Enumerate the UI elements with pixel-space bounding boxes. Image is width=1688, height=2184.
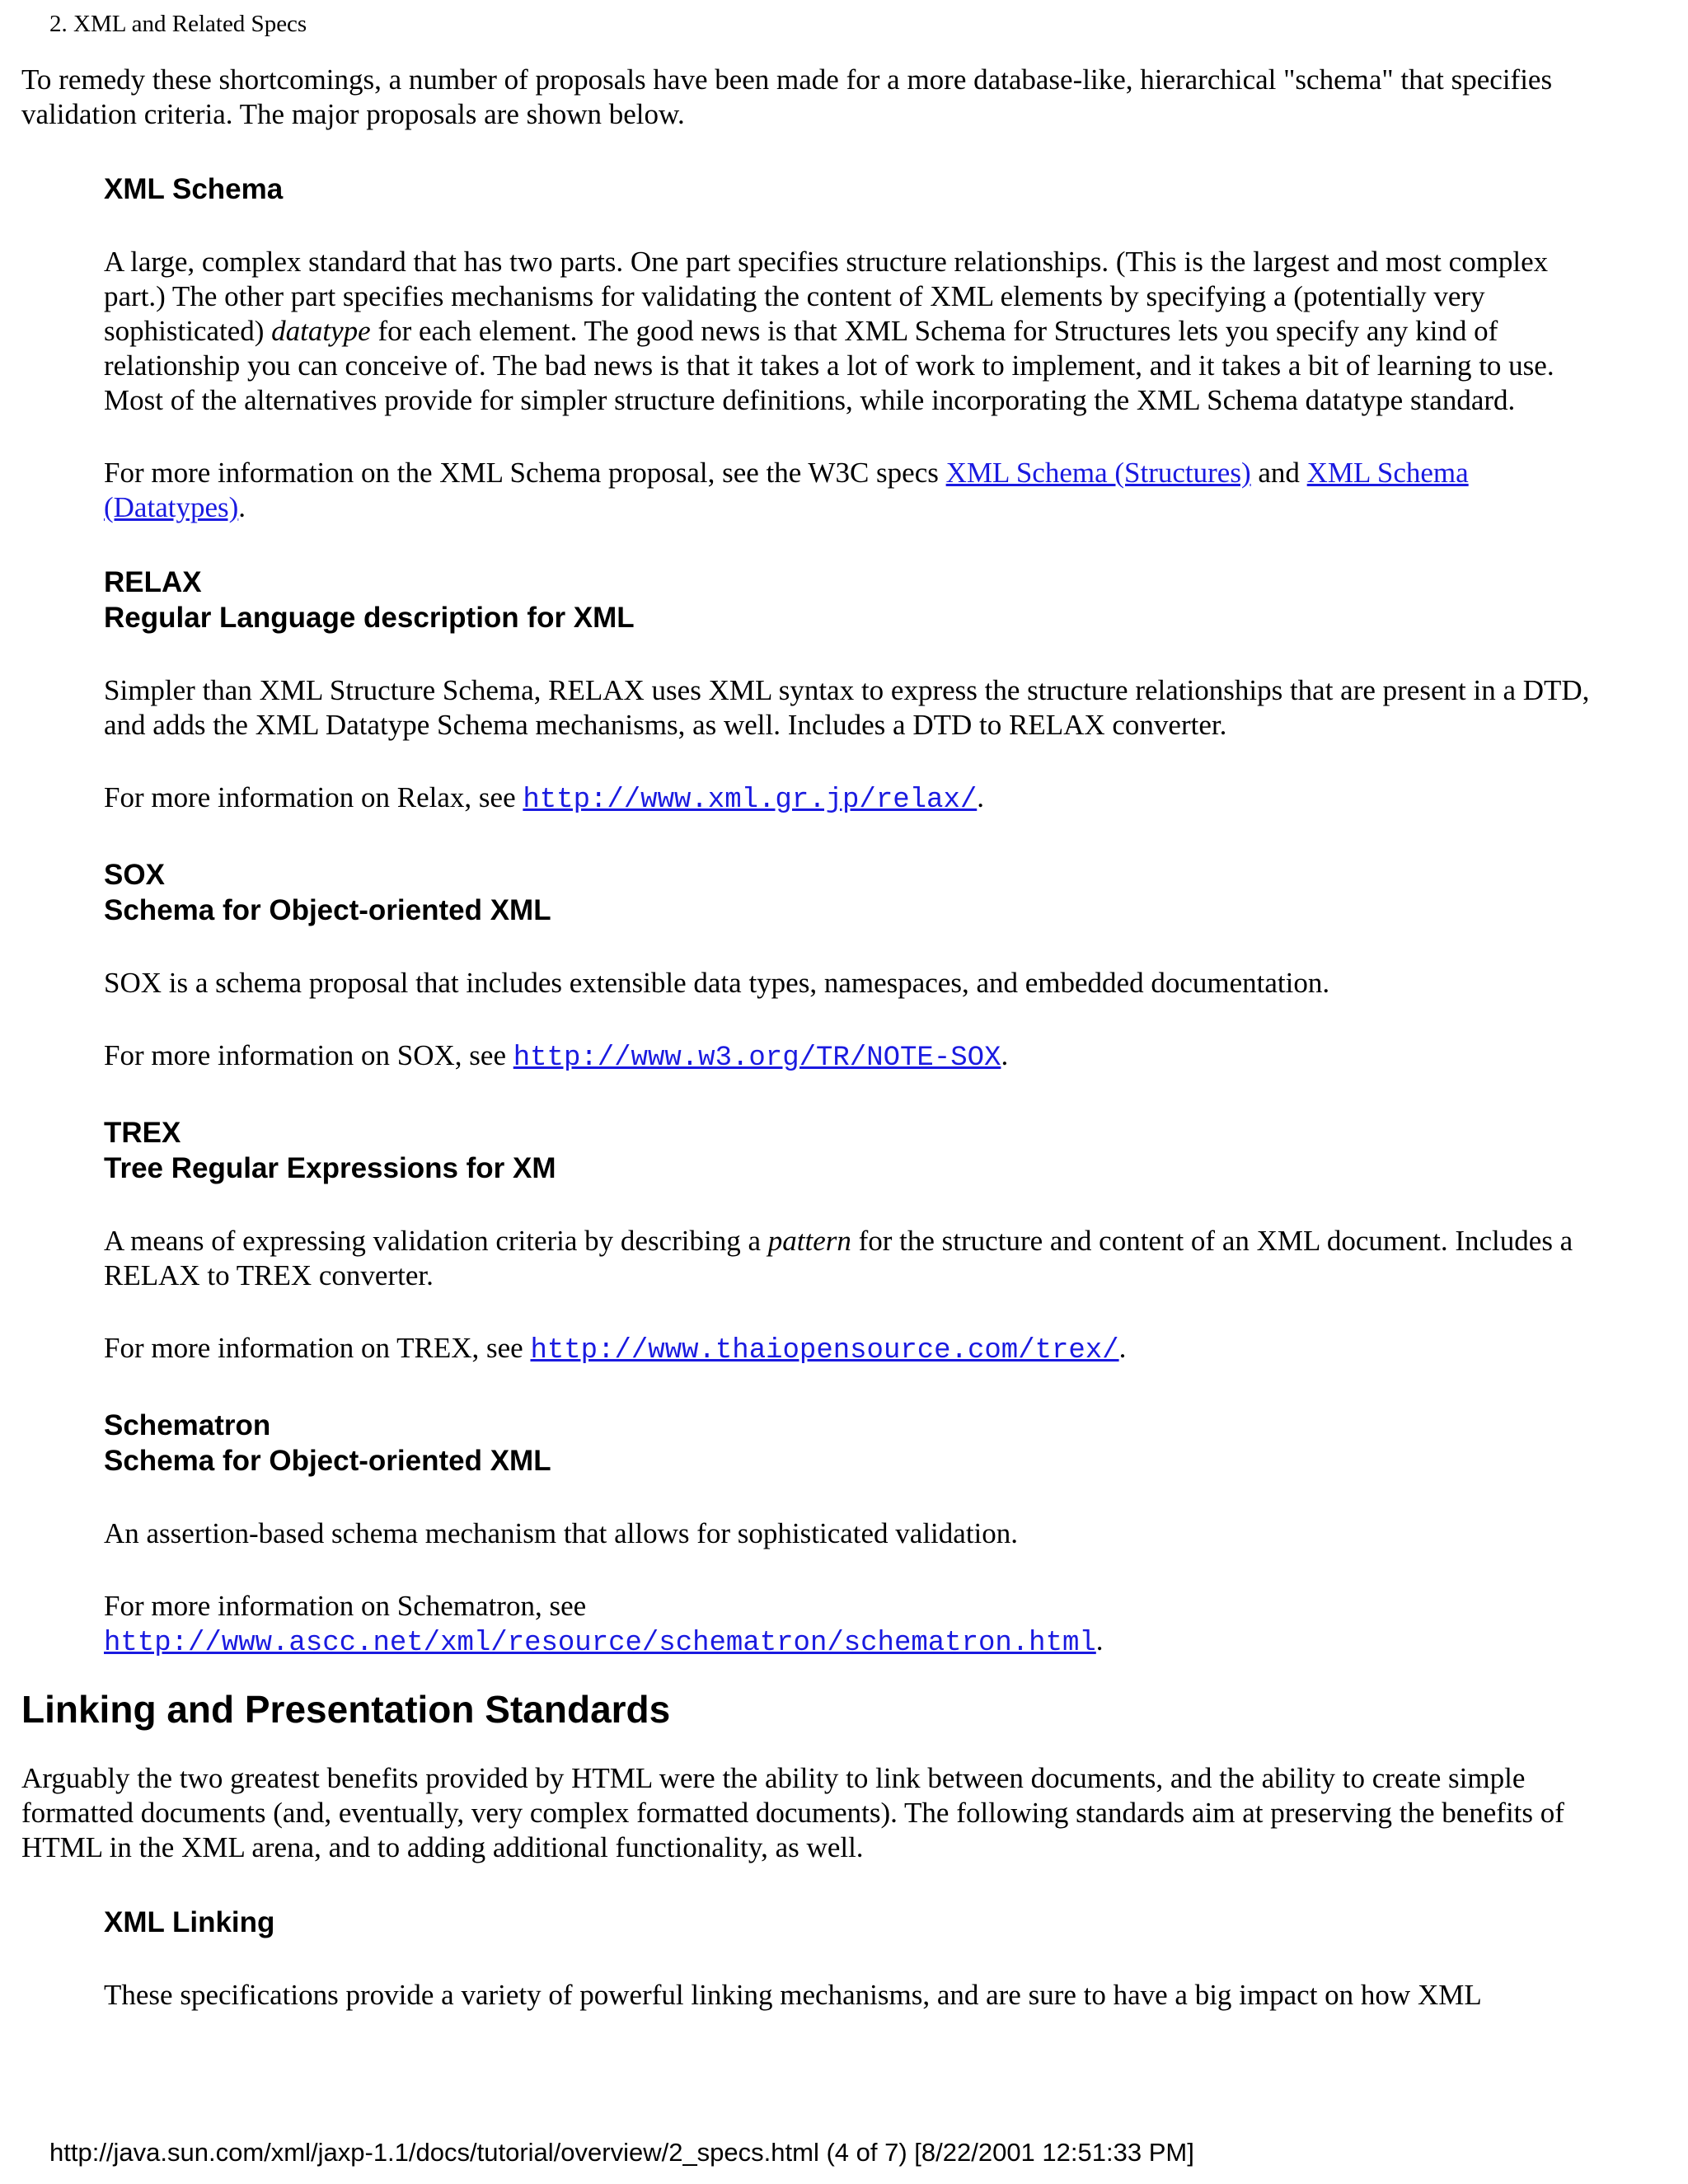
page-header: 2. XML and Related Specs — [49, 11, 307, 37]
text-fragment: for the structure and content of an XML document. Includes a RELAX to TREX converter. — [104, 1225, 1573, 1291]
entry-acronym: SOX — [104, 859, 165, 891]
entry-description — [104, 245, 1604, 418]
entry-title-schematron — [104, 1408, 1604, 1479]
more-info — [104, 780, 1604, 818]
entry-title-xml-linking: XML Linking — [104, 1906, 275, 1938]
section-heading: Linking and Presentation Standards — [21, 1688, 671, 1731]
entry-description: An assertion-based schema mechanism that allows for sophisticated validation. — [104, 1517, 1019, 1549]
link-xml-schema-datatypes[interactable]: XML Schema (Datatypes) — [104, 457, 1469, 523]
entry-acronym: Schematron — [104, 1409, 271, 1441]
link-sox[interactable]: http://www.w3.org/TR/NOTE-SOX — [513, 1043, 1001, 1074]
more-info — [104, 1589, 1604, 1661]
text-fragment: For more information on SOX, see — [104, 1039, 513, 1071]
text-fragment: A large, complex standard that has two parts. One part specifies structure relationships. (This is the largest and most complex part.) The other part specifies mechanisms for validating the content of XML elements by specifying a (potentially very sophisticated) — [104, 246, 1549, 347]
entry-subtitle: Tree Regular Expressions for XM — [104, 1152, 556, 1184]
entry-description: Simpler than XML Structure Schema, RELAX uses XML syntax to express the structure relationships that are present in a DTD, and adds the XML Datatype Schema mechanisms, as well. Includes a DTD to RELAX converter. — [104, 674, 1590, 741]
xml-linking-entry — [104, 1905, 1604, 2013]
text-fragment: A means of expressing validation criteria by describing a — [104, 1225, 768, 1257]
more-info — [104, 1331, 1604, 1368]
text-fragment: . — [977, 781, 984, 813]
text-fragment: For more information on the XML Schema proposal, see the W3C specs — [104, 457, 946, 489]
more-info — [104, 1038, 1604, 1076]
text-fragment: For more information on Schematron, see — [104, 1590, 587, 1622]
sox-entry — [104, 857, 1604, 1076]
entry-subtitle: Schema for Object-oriented XML — [104, 894, 551, 926]
text-fragment: . — [1095, 1624, 1104, 1657]
entry-acronym: TREX — [104, 1117, 181, 1149]
text-fragment: . — [1118, 1332, 1127, 1364]
text-fragment: For more information on TREX, see — [104, 1332, 531, 1364]
emphasis-text: datatype — [271, 315, 371, 347]
text-fragment: for each element. The good news is that XML Schema for Structures lets you specify any kind of relationship you can conceive of. The bad news is that it takes a lot of work to implement, and it takes a bit of learning to use. Most of the alternatives provide for simpler structure definitions, while incorporating the XML Schema datatype standard. — [104, 315, 1554, 416]
section-intro: Arguably the two greatest benefits provided by HTML were the ability to link between documents, and the ability to create simple formatted documents (and, eventually, very complex formatted documents). The following standards aim at preserving the benefits of HTML in the XML arena, and to adding additional functionality, as well. — [21, 1762, 1564, 1863]
entry-subtitle: Schema for Object-oriented XML — [104, 1445, 551, 1477]
relax-entry — [104, 565, 1604, 818]
text-fragment: . — [238, 491, 246, 523]
page-footer-url: http://java.sun.com/xml/jaxp-1.1/docs/tutorial/overview/2_specs.html (4 of 7) [8/22/2001 12:51:33 PM] — [49, 2138, 1194, 2167]
document-body — [21, 63, 1666, 2013]
text-fragment: and — [1250, 457, 1307, 489]
entry-title-trex — [104, 1115, 1604, 1186]
link-xml-schema-structures[interactable]: XML Schema (Structures) — [945, 457, 1251, 489]
trex-entry — [104, 1115, 1604, 1368]
link-relax[interactable]: http://www.xml.gr.jp/relax/ — [523, 785, 978, 816]
entry-title-relax — [104, 565, 1604, 635]
entry-title-sox — [104, 857, 1604, 928]
text-fragment: For more information on Relax, see — [104, 781, 523, 813]
more-info — [104, 456, 1604, 525]
entry-description: SOX is a schema proposal that includes extensible data types, namespaces, and embedded documentation. — [104, 967, 1330, 999]
entry-description — [104, 1224, 1604, 1293]
entry-subtitle: Regular Language description for XML — [104, 602, 635, 634]
link-trex[interactable]: http://www.thaiopensource.com/trex/ — [530, 1335, 1119, 1366]
emphasis-text: pattern — [767, 1225, 851, 1257]
intro-paragraph: To remedy these shortcomings, a number of proposals have been made for a more database-like, hierarchical "schema" that specifies validation criteria. The major proposals are shown below. — [21, 63, 1553, 130]
xml-schema-entry — [104, 171, 1604, 525]
link-schematron[interactable]: http://www.ascc.net/xml/resource/schematron/schematron.html — [104, 1628, 1096, 1659]
entry-description: These specifications provide a variety of powerful linking mechanisms, and are sure to have a big impact on how XML — [104, 1979, 1482, 2011]
entry-title-xml-schema: XML Schema — [104, 173, 284, 205]
schematron-entry — [104, 1408, 1604, 1661]
text-fragment: . — [1001, 1039, 1009, 1071]
entry-acronym: RELAX — [104, 566, 202, 598]
